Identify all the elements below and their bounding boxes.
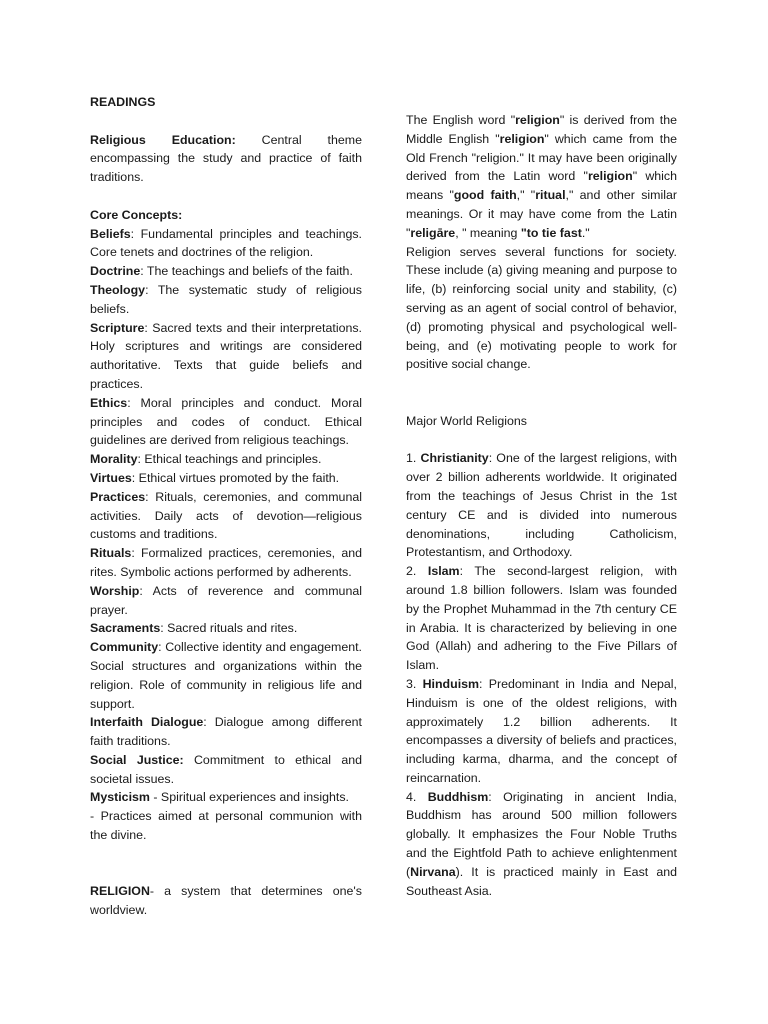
etymology-text: " is derived from the Middle English ": [406, 113, 677, 146]
concept-term: Virtues: [90, 470, 132, 485]
emphasized-term: religion: [499, 131, 545, 146]
concept-item: [90, 469, 362, 488]
concept-item: [90, 619, 362, 638]
concept-text: : Rituals, ceremonies, and communal activities. Daily acts of devotion—religious customs and traditions.: [90, 489, 362, 542]
nirvana-term: Nirvana: [410, 864, 456, 879]
religion-item: [406, 449, 677, 562]
world-religions-heading: Major World Religions: [406, 413, 527, 428]
concept-text: : Formalized practices, ceremonies, and rites. Symbolic actions performed by adherents.: [90, 546, 362, 579]
item-number: 1.: [406, 451, 421, 466]
emphasized-term: "to tie fast: [520, 225, 582, 240]
concept-term: Community: [90, 640, 159, 655]
concept-text: - Spiritual experiences and insights.: [149, 790, 349, 805]
concept-item: [90, 319, 362, 394]
concept-item: [90, 713, 362, 751]
religion-term: RELIGION: [90, 884, 150, 899]
concept-text: : The teachings and beliefs of the faith.: [140, 264, 353, 279]
concept-term: Morality: [90, 452, 138, 467]
right-column: [406, 111, 677, 900]
etymology-text: " which came from the Old French "religion." It may have been originally derived from the Latin word ": [406, 131, 677, 184]
concept-text: : Sacred texts and their interpretations. Holy scriptures and writings are considered authoritative. Texts that guide beliefs and practices.: [90, 320, 362, 391]
emphasized-term: religāre: [410, 225, 456, 240]
religion-name: Islam: [427, 564, 460, 579]
concept-term: Sacraments: [90, 621, 161, 636]
concept-item: [90, 788, 362, 807]
religion-item: [406, 675, 677, 788]
definition: Central theme encompassing the study and practice of faith traditions.: [90, 132, 362, 185]
emphasized-term: good faith: [453, 188, 517, 203]
concept-term: Scripture: [90, 320, 145, 335]
concept-text: Commitment to ethical and societal issues.: [90, 752, 362, 786]
emphasized-term: religion: [587, 169, 633, 184]
religion-desc: : Predominant in India and Nepal, Hinduism is one of the oldest religions, with approximately 1.2 billion adherents. It encompasses a diversity of beliefs and practices, including karma, dharma, and the concept of reincarnation.: [406, 676, 677, 785]
religion-definition: [90, 882, 362, 920]
religion-item: [406, 788, 677, 901]
etymology-text: ," ": [516, 188, 536, 203]
concept-term: Interfaith Dialogue: [90, 715, 204, 730]
concept-item: [90, 638, 362, 713]
concept-item: [90, 450, 362, 469]
religion-name: Hinduism: [422, 676, 480, 691]
etymology-text: " which means ": [406, 169, 677, 203]
emphasized-term: religion: [515, 113, 560, 127]
readings-heading: READINGS: [90, 95, 156, 109]
religion-name: Buddhism: [427, 789, 489, 804]
emphasized-term: ritual: [535, 188, 566, 203]
religion-desc: : One of the largest religions, with over 2 billion adherents worldwide. It originated from the teachings of Jesus Christ in the 1st century CE and is divided into numerous denominations, including Catholicism, Protestantism, and Orthodoxy.: [406, 451, 677, 560]
concept-item: [90, 281, 362, 319]
concept-item: [90, 394, 362, 450]
left-column: [90, 93, 362, 920]
concept-text: : Collective identity and engagement. Social structures and organizations within the religion. Role of community in religious life and support.: [90, 640, 362, 711]
concept-item: [90, 582, 362, 620]
concept-item: [90, 544, 362, 582]
religion-desc: : The second-largest religion, with around 1.8 billion followers. Islam was founded by the Prophet Muhammad in the 7th century CE in Arabia. It is characterized by believing in one God (Allah) and adhering to the Five Pillars of Islam.: [406, 564, 677, 673]
concept-text: : Ethical virtues promoted by the faith.: [131, 470, 340, 485]
etymology-text: , " meaning: [455, 225, 521, 240]
religious-education-paragraph: [90, 131, 362, 187]
religion-text: - a system that determines one's worldview.: [90, 884, 362, 918]
concept-term: Social Justice:: [90, 752, 184, 767]
concept-text: : Dialogue among different faith traditions.: [90, 715, 362, 749]
etymology-paragraph: [406, 111, 677, 243]
religion-name: Christianity: [420, 451, 489, 466]
concept-text: : Sacred rituals and rites.: [160, 621, 298, 636]
core-concepts-heading: Core Concepts:: [90, 207, 183, 222]
etymology-text: .": [581, 225, 590, 240]
concept-item: [90, 751, 362, 789]
concept-text: : Acts of reverence and communal prayer.: [90, 583, 362, 617]
etymology-text: The English word ": [406, 113, 516, 127]
concept-text: : The systematic study of religious beliefs.: [90, 282, 362, 316]
item-number: 3.: [406, 676, 423, 691]
concept-item: [90, 488, 362, 544]
concept-item: [90, 225, 362, 263]
concept-term: Beliefs: [90, 226, 131, 241]
concept-term: Ethics: [90, 395, 128, 410]
term: Religious Education:: [90, 132, 236, 147]
mysticism-extra: - Practices aimed at personal communion with the divine.: [90, 809, 362, 843]
etymology-text: ," and other similar meanings. Or it may have come from the Latin ": [406, 188, 678, 240]
religion-desc-tail: ). It is practiced mainly in East and Southeast Asia.: [406, 864, 677, 898]
concept-text: : Fundamental principles and teachings. Core tenets and doctrines of the religion.: [90, 226, 362, 260]
concept-term: Mysticism: [90, 790, 150, 805]
concept-term: Doctrine: [90, 264, 141, 279]
concept-text: : Ethical teachings and principles.: [137, 452, 322, 467]
item-number: 2.: [406, 564, 428, 579]
religion-desc: : Originating in ancient India, Buddhism has around 500 million followers globally. It emphasizes the Four Noble Truths and the Eightfold Path to achieve enlightenment (: [406, 789, 677, 879]
functions-paragraph: Religion serves several functions for society. These include (a) giving meaning and purpose to life, (b) reinforcing social unity and stability, (c) serving as an agent of social control of behavior, (d) promoting physical and psychological well-being, and (e) motivating people to work for positive social change.: [406, 244, 677, 372]
concept-term: Worship: [90, 583, 140, 598]
concept-text: : Moral principles and conduct. Moral principles and codes of conduct. Ethical guidelines are derived from religious teachings.: [90, 395, 362, 448]
concept-term: Theology: [90, 282, 146, 297]
item-number: 4.: [406, 789, 428, 804]
concept-item: [90, 262, 362, 281]
religion-item: [406, 562, 677, 675]
concept-term: Practices: [90, 489, 146, 504]
concept-term: Rituals: [90, 546, 132, 561]
